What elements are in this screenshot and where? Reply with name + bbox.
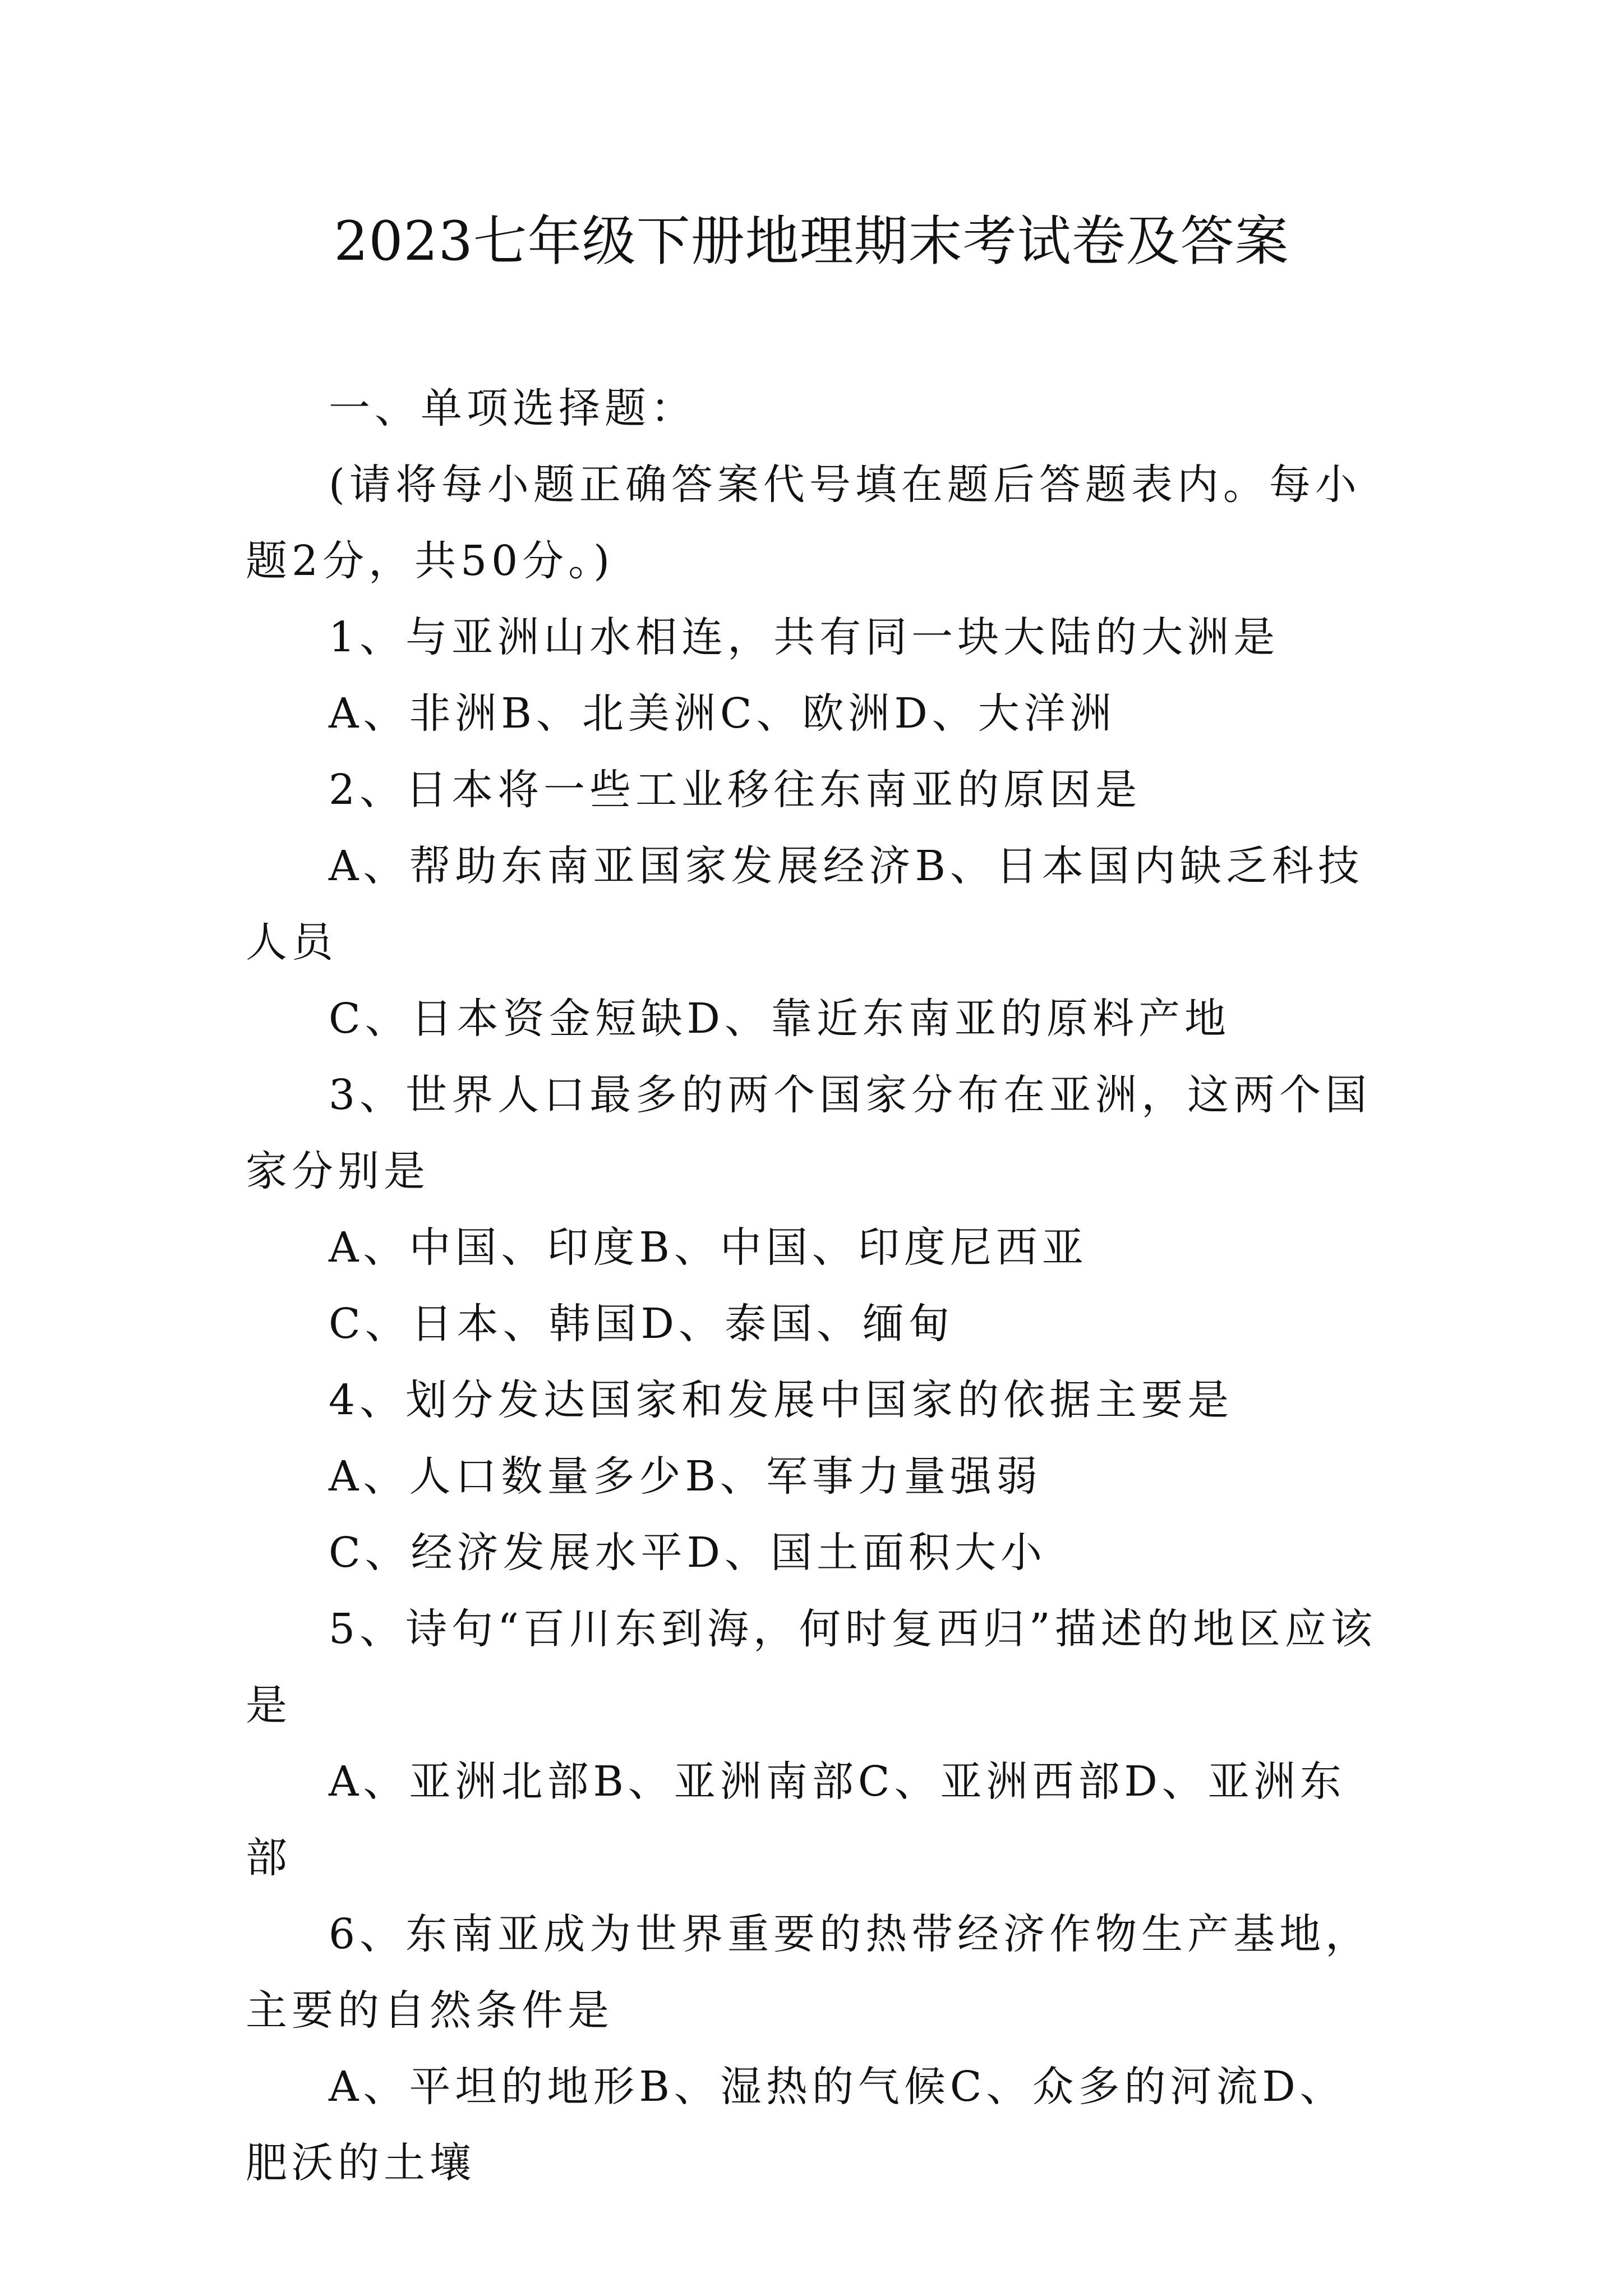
- question-3-options-cd: C、日本、韩国D、泰国、缅甸: [329, 1300, 955, 1348]
- question-3: 3、世界人口最多的两个国家分布在亚洲，这两个国家分别是: [246, 1071, 1372, 1195]
- document-body: [246, 370, 1380, 2201]
- question-1: 1、与亚洲山水相连，共有同一块大陆的大洲是: [329, 613, 1280, 661]
- question-2-options-ab: A、帮助东南亚国家发展经济B、日本国内缺乏科技人员: [246, 842, 1364, 967]
- question-5: 5、诗句“百川东到海，何时复西归”描述的地区应该是: [246, 1605, 1377, 1729]
- question-4-options-cd: C、经济发展水平D、国土面积大小: [329, 1529, 1046, 1577]
- section-heading: 一、单项选择题：: [329, 384, 697, 432]
- question-1-options: A、非洲B、北美洲C、欧洲D、大洋洲: [329, 689, 1116, 738]
- question-4-options-ab: A、人口数量多少B、军事力量强弱: [329, 1452, 1042, 1501]
- question-4: 4、划分发达国家和发展中国家的依据主要是: [329, 1376, 1234, 1424]
- question-2: 2、日本将一些工业移往东南亚的原因是: [329, 766, 1142, 814]
- question-6-options: A、平坦的地形B、湿热的气候C、众多的河流D、肥沃的土壤: [246, 2063, 1346, 2187]
- question-6: 6、东南亚成为世界重要的热带经济作物生产基地，主要的自然条件是: [246, 1910, 1372, 2035]
- question-3-options-ab: A、中国、印度B、中国、印度尼西亚: [329, 1223, 1088, 1272]
- question-5-options: A、亚洲北部B、亚洲南部C、亚洲西部D、亚洲东部: [246, 1757, 1346, 1882]
- question-2-options-cd: C、日本资金短缺D、靠近东南亚的原料产地: [329, 995, 1230, 1043]
- instructions: (请将每小题正确答案代号填在题后答题表内。每小题2分，共50分。): [246, 461, 1361, 585]
- document-title: 2023七年级下册地理期末考试卷及答案: [334, 210, 1289, 273]
